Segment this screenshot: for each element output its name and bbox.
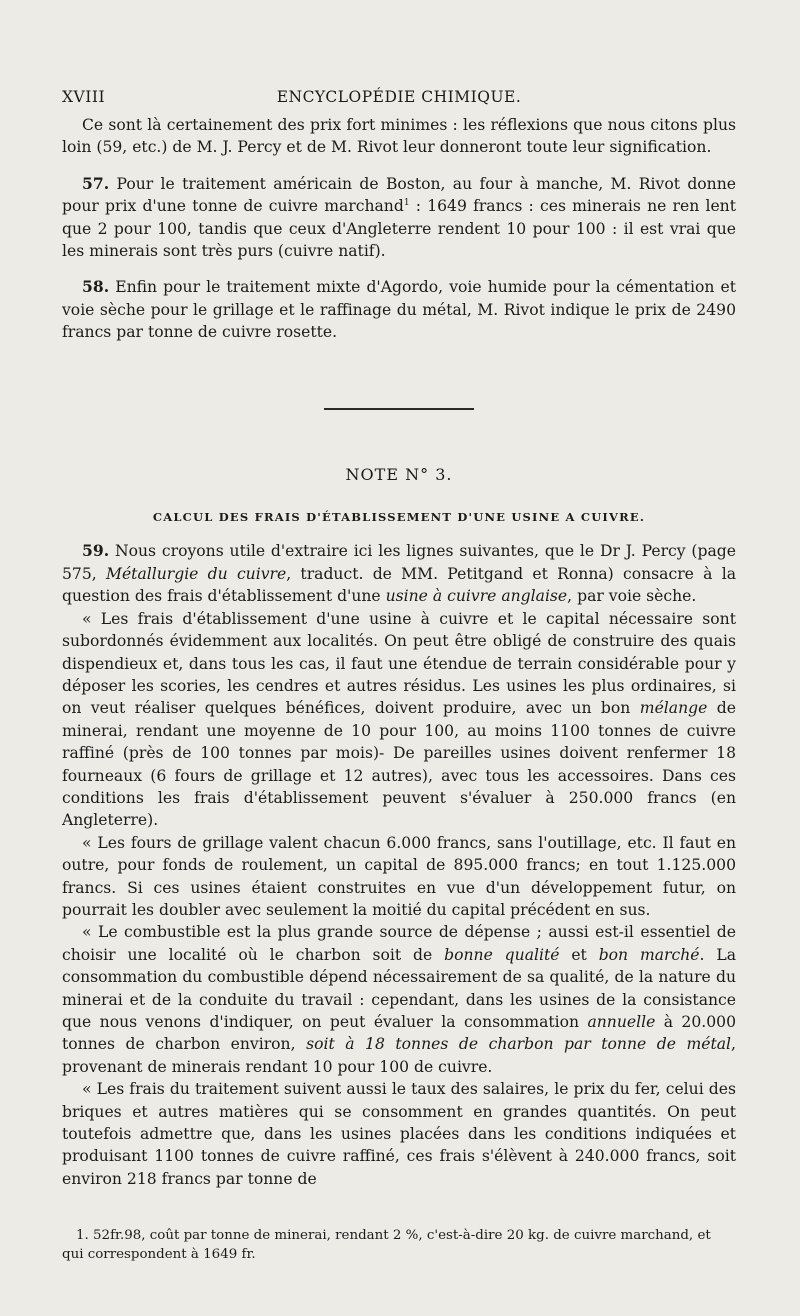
- paragraph-text: , par voie sèche.: [567, 587, 697, 606]
- paragraph-text: , provenant de minerais rendant 10 pour 100 de cuivre.: [62, 1035, 736, 1076]
- paragraph-text: Pour le traitement américain de Boston, au four à manche, M. Rivot donne pour prix d'une tonne de cuivre marchand: [62, 174, 736, 216]
- note-subtitle: CALCUL DES FRAIS D'ÉTABLISSEMENT D'UNE USINE A CUIVRE.: [152, 510, 646, 525]
- paragraph-intro: Ce sont là certainement des prix fort minimes : les réflexions que nous citons plus loin (59, etc.) de M. J. Percy et de M. Rivot leur donneront toute leur signification.: [62, 116, 736, 157]
- paragraph-text: , traduct. de MM. Petitgand et Ronna) consacre à la question des frais d'établissement d'une: [62, 564, 736, 606]
- footnote-1: 1. 52fr.98, coût par tonne de minerai, rendant 2 %, c'est-à-dire 20 kg. de cuivre marchand, et qui correspondent à 1649 fr.: [62, 1228, 711, 1262]
- paragraph-57: [62, 173, 736, 263]
- italic-book-title: Métallurgie du cuivre: [105, 564, 287, 583]
- paragraph-text: « Les frais d'établissement d'une usine à cuivre et le capital nécessaire sont subordonnés évidemment aux localités. On peut être obligé de construire des quais dispendieux et, dans tous les cas, il faut une étendue de terrain considérable pour y déposer les scories, les cendres et autres résidus. Les usines les plus ordinaires, si on veut réaliser quelques bénéfices, doivent produire, avec un bon: [62, 609, 736, 718]
- paragraph-58: [62, 276, 736, 343]
- page-body: [62, 114, 736, 1190]
- paragraph-59: [62, 540, 736, 607]
- note-title: NOTE N° 3.: [345, 464, 453, 484]
- paragraph-text: à 20.000 tonnes de charbon environ,: [62, 1013, 736, 1054]
- paragraph-text: . La consommation du combustible dépend nécessairement de sa qualité, de la nature du minerai et de la conduite du travail : cependant, dans les usines de la consistance que nous venons d'indiquer, on peut évaluer la consommation: [62, 945, 736, 1031]
- quote-paragraph-2: « Les fours de grillage valent chacun 6.000 francs, sans l'outillage, etc. Il faut en outre, pour fonds de roulement, un capital de 895.000 francs; en tout 1.125.000 francs. Si ces usines étaient construites en vue d'un développement futur, on pourrait les doubler avec seulement la moitié du capital précédent en sus.: [62, 833, 736, 919]
- paragraph-text: « Le combustible est la plus grande source de dépense ; aussi est-il essentiel de choisir une localité où le charbon soit de: [62, 923, 736, 964]
- paragraph-text: et: [559, 945, 599, 964]
- page-folio: XVIII: [62, 88, 106, 106]
- italic-emphasis: mélange: [639, 699, 708, 718]
- quote-paragraph-3: [62, 921, 736, 1078]
- section-divider: [324, 408, 474, 410]
- italic-emphasis: soit à 18 tonnes de charbon par tonne de métal: [306, 1035, 732, 1054]
- paragraph-number: 58.: [82, 277, 110, 297]
- italic-emphasis: bon marché: [598, 945, 700, 964]
- italic-emphasis: bonne qualité: [444, 945, 560, 964]
- paragraph-number: 57.: [82, 173, 110, 193]
- paragraph-text: : 1649 francs : ces minerais ne ren lent que 2 pour 100, tandis que ceux d'Angleterre rendent 10 pour 100 : il est vrai que les minerais sont très purs (cuivre natif).: [62, 197, 736, 261]
- footnote-ref: 1: [403, 198, 410, 209]
- italic-emphasis: usine à cuivre anglaise: [385, 587, 568, 606]
- quote-paragraph-1: [62, 608, 736, 832]
- paragraph-text: de minerai, rendant une moyenne de 10 pour 100, au moins 1100 tonnes de cuivre raffiné (près de 100 tonnes par mois)- De pareilles usines doivent renfermer 18 fourneaux (6 fours de grillage et 12 autres), avec tous les accessoires. Dans ces conditions les frais d'établissement peuvent s'évaluer à 250.000 francs (en Angleterre).: [62, 699, 736, 830]
- quote-paragraph-4: « Les frais du traitement suivent aussi le taux des salaires, le prix du fer, celui des briques et autres matières qui se consomment en grandes quantités. On peut toutefois admettre que, dans les usines placées dans les conditions indiquées et produisant 1100 tonnes de cuivre raffiné, ces frais s'élèvent à 240.000 francs, soit environ 218 francs par tonne de: [62, 1080, 736, 1188]
- paragraph-number: 59.: [82, 541, 110, 561]
- running-title: ENCYCLOPÉDIE CHIMIQUE.: [276, 88, 522, 106]
- paragraph-text: Enfin pour le traitement mixte d'Agordo, voie humide pour la cémentation et voie sèche pour le grillage et le raffinage du métal, M. Rivot indique le prix de 2490 francs par tonne de cuivre rosette.: [62, 278, 736, 342]
- paragraph-text: Nous croyons utile d'extraire ici les lignes suivantes, que le Dr J. Percy (page 575,: [62, 542, 736, 583]
- footnotes: [62, 1226, 736, 1264]
- page-header: [62, 88, 736, 112]
- italic-emphasis: annuelle: [587, 1013, 656, 1031]
